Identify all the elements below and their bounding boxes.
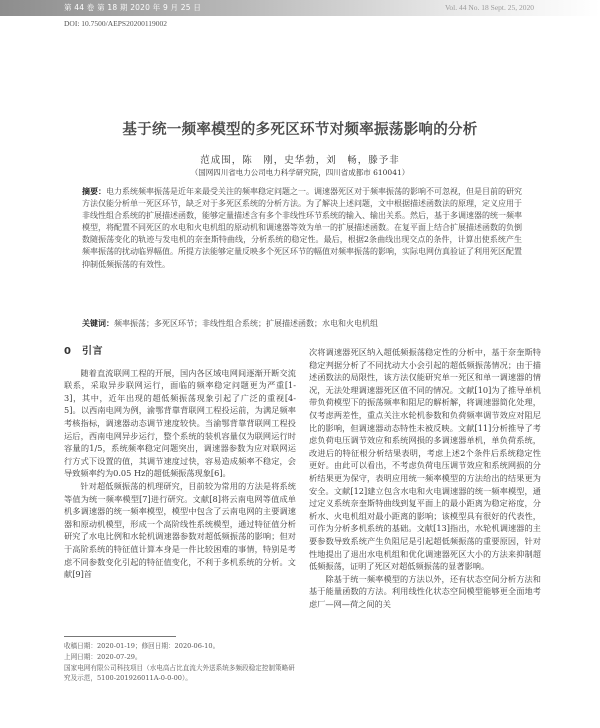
footnote-online: 上网日期：2020-07-29。	[64, 652, 142, 661]
affiliation: （国网四川省电力公司电力科学研究院，四川省成都市 610041）	[190, 168, 410, 177]
abstract-text: 电力系统频率振荡是近年来最受关注的频率稳定问题之一。调速器死区对于频率振荡的影响不可忽视，但是目前的研究方法仅能分析单一死区环节，缺乏对于多死区系统的分析方法。为了解决上述问题，文中根据描述函数法的原理，定义应用于非线性组合系统的扩展描述函数，能够定量描述含有多个非线性环节系统的输入、输出关系。然后，基于多调速器的统一频率模型，将配置不同死区的水电和火电机组的原动机和调速器等效为单一的扩展描述函数。在复平面上结合扩展描述函数的负倒数随振荡变化的轨迹与发电机的奈奎斯特曲线，分析系统的稳定性。最后，根据2条曲线出现交点的条件，计算出使系统产生频率振荡的扰动临界幅值。所提方法能够定量反映多个死区环节的幅值对频率振荡的影响，实际电网仿真验证了利用死区配置抑制低频振荡的有效性。	[82, 187, 522, 269]
footnote-fund: 国家电网有限公司科技项目（水电高占比直流大外送系统多频段稳定控制策略研究及示范，5100-201926011A-0-0-00）。	[64, 663, 295, 683]
paper-title: 基于统一频率模型的多死区环节对频率振荡影响的分析	[122, 122, 478, 138]
body-column-left	[64, 346, 296, 581]
journal-issue-info-en: Vol. 44 No. 18 Sept. 25, 2020	[444, 3, 534, 12]
journal-issue-info: 第 44 卷 第 18 期 2020 年 9 月 25 日	[64, 3, 202, 12]
body-paragraph: 次将调速器死区纳入超低频振荡稳定性的分析中，基于奈奎斯特稳定判据分析了不同扰动大小会引起的超低频振荡情况；由于描述函数法的局限性，该方法仅能研究单一死区和单一调速器的情况，无法处理调速器死区值不同的情况。文献[10]为了推导单机带负荷模型下的振荡频率和阻尼的解析解，将调速器简化处理，仅考虑两差性，重点关注水轮机参数和负荷频率调节效应对阻尼比的影响，但调速器动态特性未被反映。文献[11]分析推导了考虑负荷电压调节效应和系统网损的多调速器单机，单负荷系统，改进后的特征根分析结果表明，考虑上述2个条件后系统稳定性更好。由此可以看出，不考虑负荷电压调节效应和系统网损的分析结果更为保守，表明应用统一频率模型的方法给出的结果更为安全。文献[12]建立包含水电和火电调速器的统一频率模型，通过定义系统奈奎斯特曲线到复平面上的最小距离为稳定裕度，分析水、火电机组对最小距离的影响；该模型具有很好的代表性，可作为分析多机系统的基础。文献[13]指出，水轮机调速器的主要参数导致系统产生负阻尼是引起超低频振荡的重要原因，针对性地提出了退出水电机组和优化调速器死区大小的方法来抑制超低频振荡，证明了死区对超低频振荡的显著影响。	[309, 347, 541, 572]
footnote	[64, 641, 296, 684]
footnote-received: 收稿日期：2020-01-19；修回日期：2020-06-10。	[64, 642, 220, 650]
footnote-divider	[64, 636, 176, 637]
keywords	[82, 318, 522, 329]
body-paragraph: 针对超低频振荡的机理研究，目前较为常用的方法是将系统等值为统一频率模型[7]进行研究。文献[8]将云南电网等值成单机多调速器的统一频率模型，模型中包含了云南电网的主要调速器和原动机模型，形成一个高阶线性系统模型，通过特征值分析研究了水电比例和水轮机调速器参数对超低频振荡的影响；但对于高阶系统的特征值计算本身是一件比较困难的事情，特别是考虑不同参数变化引起的特征值变化，不利于多机系统的分析。文献[9]首	[64, 480, 296, 580]
body-paragraph: 除基于统一频率模型的方法以外，还有状态空间分析方法和基于能量函数的方法。利用线性化状态空间模型能够更全面地考虑厂—网—荷之间的关	[309, 573, 541, 609]
keywords-text: 频率振荡；多死区环节；非线性组合系统；扩展描述函数；水电和火电机组	[114, 319, 378, 328]
abstract-label: 摘要：	[82, 187, 106, 196]
abstract	[82, 186, 522, 271]
doi: DOI: 10.7500/AEPS20200119002	[64, 19, 168, 28]
body-paragraph: 随着直流联网工程的开展，国内各区域电网间逐渐开断交流联系，采取异步联网运行，面临的频率稳定问题更为严重[1-3]，其中，近年出现的超低频振荡现象引起了广泛的重视[4-5]。以西南电网为例，渝鄂背靠背联网工程投运前，为满足频率考核指标，调速器动态调节速度较快。当渝鄂背靠背联网工程投运后，西南电网异步运行，整个系统的装机容量仅为联网运行时容量的1/5，系统频率稳定问题突出，调速器参数为应对联网运行方式下设置的值，其调节速度过快，容易造成频率不稳定，会导致频率约为0.05 Hz的超低频振荡现象[6]。	[64, 367, 296, 479]
keywords-label: 关键词：	[82, 319, 114, 328]
authors: 范成围，陈 刚，史华勃，刘 畅，滕予非	[200, 155, 400, 166]
section-heading-introduction: 0 引言	[64, 346, 103, 357]
body-column-right	[309, 346, 541, 610]
